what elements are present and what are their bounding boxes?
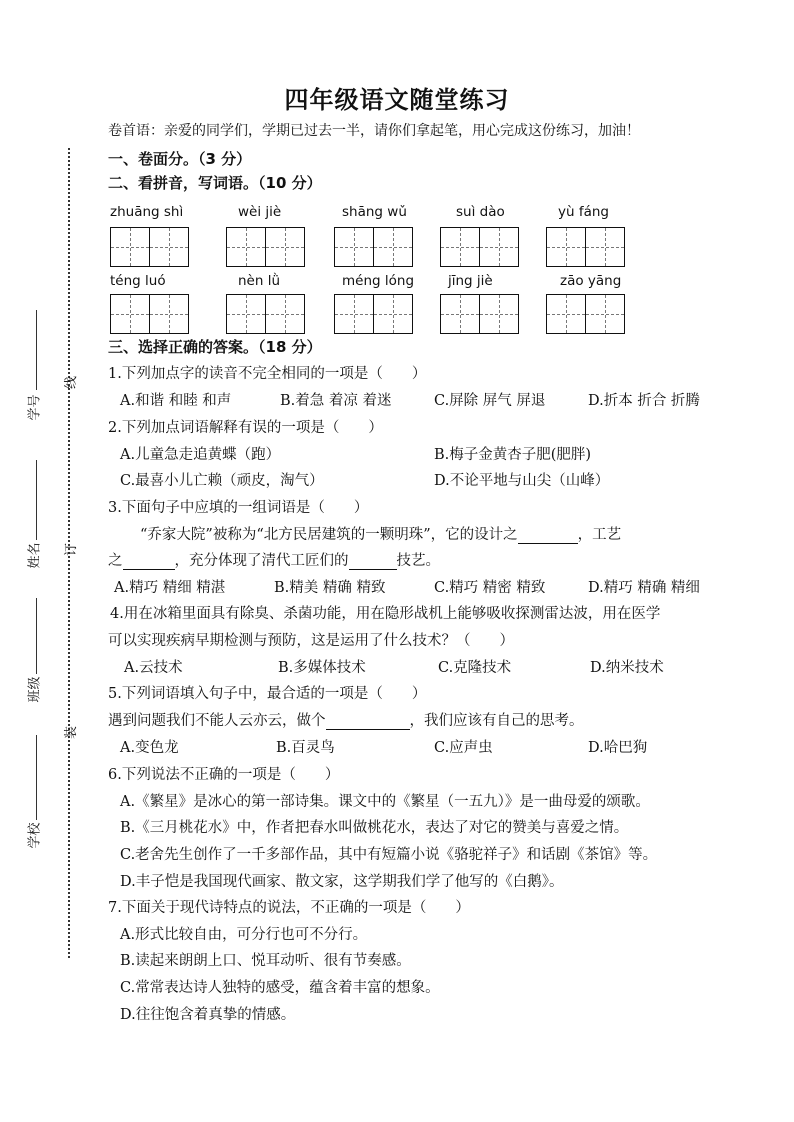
- q3-sentence-c: 之: [108, 553, 123, 569]
- question-2-stem: 2.下列加点词语解释有误的一项是（ ）: [108, 420, 383, 436]
- q7-option-c: C.常常表达诗人独特的感受，蕴含着丰富的想象。: [120, 980, 440, 996]
- q6-option-c: C.老舍先生创作了一千多部作品，其中有短篇小说《骆驼祥子》和话剧《茶馆》等。: [120, 847, 658, 863]
- q3-blank-1[interactable]: [518, 527, 578, 544]
- writing-grid-9[interactable]: [440, 294, 519, 334]
- q6-option-b: B.《三月桃花水》中，作者把春水叫做桃花水，表达了对它的赞美与喜爱之情。: [120, 820, 629, 836]
- q2-option-a: A.儿童急走追黄蝶（跑）: [120, 447, 281, 463]
- writing-grid-1[interactable]: [110, 227, 189, 267]
- writing-grid-6[interactable]: [110, 294, 189, 334]
- pinyin-9: jīng jiè: [448, 273, 493, 289]
- q5-sentence-a: 遇到问题我们不能人云亦云，做个: [108, 713, 326, 729]
- question-3-stem: 3.下面句子中应填的一组词语是（ ）: [108, 500, 369, 516]
- q5-option-a: A.变色龙: [120, 740, 179, 756]
- pinyin-5: yù fáng: [558, 204, 609, 220]
- class-line: [36, 598, 37, 674]
- q6-option-d: D.丰子恺是我国现代画家、散文家，这学期我们学了他写的《白鹅》。: [120, 874, 564, 890]
- q2-option-c: C.最喜小儿亡赖（顽皮，淘气）: [120, 473, 324, 489]
- q3-option-d: D.精巧 精确 精细: [588, 580, 700, 596]
- q5-blank[interactable]: [326, 713, 410, 730]
- q2-option-b: B.梅子金黄杏子肥(肥胖): [434, 447, 592, 463]
- q4-option-b: B.多媒体技术: [278, 660, 366, 676]
- pinyin-10: zāo yāng: [560, 273, 622, 289]
- q5-sentence: [108, 709, 584, 730]
- pinyin-4: suì dào: [456, 204, 505, 220]
- student-id-label: 学号: [27, 394, 43, 421]
- q3-sentence-b: ，工艺: [577, 527, 622, 543]
- binding-label-zhuang: 装: [64, 725, 80, 740]
- school-line: [36, 735, 37, 820]
- q4-option-c: C.克隆技术: [438, 660, 512, 676]
- pinyin-6: téng luó: [110, 273, 166, 289]
- page-title: 四年级语文随堂练习: [284, 86, 510, 114]
- writing-grid-3[interactable]: [334, 227, 413, 267]
- q3-sentence-line2: [108, 549, 440, 570]
- intro-text: 卷首语：亲爱的同学们，学期已过去一半，请你们拿起笔，用心完成这份练习，加油！: [108, 123, 640, 139]
- pinyin-7: nèn lǜ: [238, 273, 281, 289]
- q3-sentence-line1: [140, 523, 621, 544]
- class-label: 班级: [27, 676, 43, 703]
- q1-option-b: B.着急 着凉 着迷: [280, 393, 392, 409]
- q5-sentence-b: ，我们应该有自己的思考。: [409, 713, 584, 729]
- writing-grid-5[interactable]: [546, 227, 625, 267]
- writing-grid-2[interactable]: [226, 227, 305, 267]
- q7-option-d: D.往往饱含着真挚的情感。: [120, 1007, 296, 1023]
- name-line: [36, 460, 37, 540]
- q3-sentence-d: ，充分体现了清代工匠们的: [174, 553, 349, 569]
- section-2-heading: 二、看拼音，写词语。（10 分）: [108, 174, 322, 192]
- writing-grid-4[interactable]: [440, 227, 519, 267]
- writing-grid-10[interactable]: [546, 294, 625, 334]
- q5-option-b: B.百灵鸟: [276, 740, 335, 756]
- q3-sentence-e: 技艺。: [396, 553, 440, 569]
- student-id-line: [36, 310, 37, 390]
- q6-option-a: A.《繁星》是冰心的第一部诗集。课文中的《繁星（一五九）》是一曲母爱的颂歌。: [120, 794, 650, 810]
- question-4-stem-line2: 可以实现疾病早期检测与预防，这是运用了什么技术？（ ）: [108, 633, 514, 649]
- binding-label-ding: 订: [64, 542, 80, 557]
- writing-grid-8[interactable]: [334, 294, 413, 334]
- section-1-heading: 一、卷面分。（3 分）: [108, 150, 252, 168]
- q1-option-c: C.屏除 屏气 屏退: [434, 393, 546, 409]
- q1-option-a: A.和谐 和睦 和声: [120, 393, 232, 409]
- section-3-heading: 三、选择正确的答案。（18 分）: [108, 338, 322, 356]
- question-1-stem: 1.下列加点字的读音不完全相同的一项是（ ）: [108, 366, 427, 382]
- q4-option-a: A.云技术: [124, 660, 183, 676]
- binding-label-xian: 线: [64, 375, 80, 390]
- q7-option-a: A.形式比较自由，可分行也可不分行。: [120, 927, 368, 943]
- q3-option-b: B.精美 精确 精致: [274, 580, 386, 596]
- pinyin-3: shāng wǔ: [342, 204, 407, 220]
- name-label: 姓名: [27, 542, 43, 569]
- q3-option-a: A.精巧 精细 精湛: [114, 580, 226, 596]
- question-7-stem: 7.下面关于现代诗特点的说法，不正确的一项是（ ）: [108, 900, 470, 916]
- q4-option-d: D.纳米技术: [590, 660, 664, 676]
- question-4-stem-line1: 4.用在冰箱里面具有除臭、杀菌功能，用在隐形战机上能够吸收探测雷达波，用在医学: [110, 606, 661, 622]
- question-5-stem: 5.下列词语填入句子中，最合适的一项是（ ）: [108, 686, 427, 702]
- q7-option-b: B.读起来朗朗上口、悦耳动听、很有节奏感。: [120, 953, 411, 969]
- writing-grid-7[interactable]: [226, 294, 305, 334]
- q5-option-d: D.哈巴狗: [588, 740, 648, 756]
- q2-option-d: D.不论平地与山尖（山峰）: [434, 473, 610, 489]
- q3-option-c: C.精巧 精密 精致: [434, 580, 546, 596]
- pinyin-2: wèi jiè: [238, 204, 282, 220]
- q5-option-c: C.应声虫: [434, 740, 493, 756]
- pinyin-1: zhuāng shì: [110, 204, 184, 220]
- q3-blank-3[interactable]: [349, 553, 397, 570]
- school-label: 学校: [27, 822, 43, 849]
- pinyin-8: méng lóng: [342, 273, 415, 289]
- q1-option-d: D.折本 折合 折腾: [588, 393, 700, 409]
- question-6-stem: 6.下列说法不正确的一项是（ ）: [108, 767, 340, 783]
- q3-blank-2[interactable]: [123, 553, 175, 570]
- q3-sentence-a: “乔家大院”被称为“北方民居建筑的一颗明珠”，它的设计之: [140, 527, 518, 543]
